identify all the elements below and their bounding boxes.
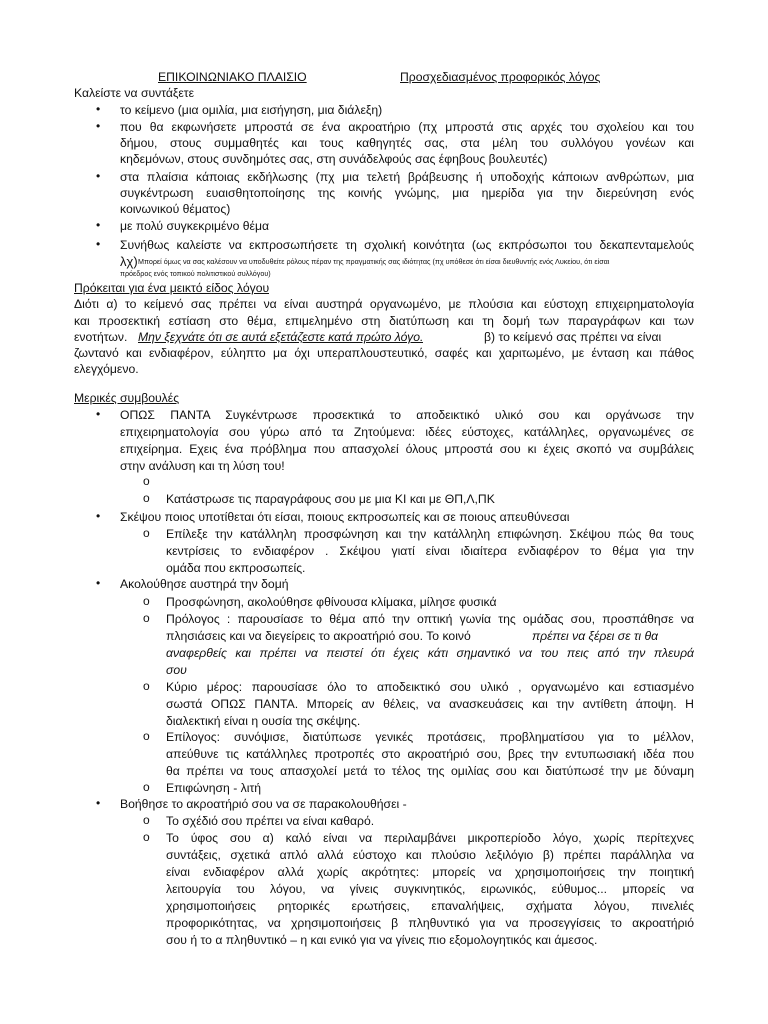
intro-item-3-line-1: στα πλαίσια κάποιας εκδήλωσης (πχ μια τελετή βράβευσης ή υποδοχής κάποιων ανθρώπων, μια (120, 170, 694, 184)
speech-type-heading: Προσχεδιασμένος προφορικός λόγος (400, 70, 601, 84)
intro-item-1: το κείμενο (μια ομιλία, μια εισήγηση, μια διάλεξη) (120, 103, 383, 117)
circle-bullet-icon: o (143, 474, 150, 488)
advice-3-sub-4-line-2: απεύθυνε τις κατάλληλες προτροπές στο ακροατήριό σου, βρες την εντυπωσιακή ιδέα που (166, 747, 694, 761)
bullet-icon: • (96, 407, 101, 421)
advice-3-sub-3-line-3: διαλεκτική είναι η ουσία της σκέψης. (166, 714, 361, 728)
bullet-icon: • (96, 119, 101, 133)
advice-4-sub-2-line-5: χρησιμοποιήσεις ρητορικές ερωτήσεις, επαναλήψεις, σχήματα λόγου, πινελιές (166, 899, 694, 913)
advice-4-sub-2-line-2: συντάξεις, σχετικά απλό αλλά εύστοχο και πλούσιο λεξιλόγιο β) πρέπει παράλληλα να (166, 848, 694, 862)
mixed-heading: Πρόκειται για ένα μεικτό είδος λόγου (74, 281, 270, 295)
advice-1-line-1: ΟΠΩΣ ΠΑΝΤΑ Συγκέντρωσε προσεκτικά το αποδεικτικό υλικό σου και οργάνωσε την (120, 408, 694, 422)
mixed-line-5: ελεγχόμενο. (74, 362, 139, 376)
intro-small-note-2: πρόεδρος ενός τοπικού πολιτιστικού συλλόγου) (120, 269, 271, 278)
advice-3-sub-4-line-3: θα πρέπει να τους απασχολεί μετά το τέλος της ομιλίας σου και διατύπωσέ την με δύναμη (166, 764, 694, 778)
circle-bullet-icon: o (143, 729, 150, 743)
bullet-icon: • (96, 169, 101, 183)
bullet-icon: • (96, 237, 101, 251)
mixed-line-3b: β) το κείμενό σας πρέπει να είναι (484, 330, 662, 344)
advice-1-sub-2: Κατάστρωσε τις παραγράφους σου με μια ΚΙ και με ΘΠ,Λ,ΠΚ (166, 492, 495, 506)
bullet-icon: • (96, 218, 101, 232)
mixed-line-3a: ενοτήτων. (74, 330, 128, 344)
circle-bullet-icon: o (143, 679, 150, 693)
intro-item-4: με πολύ συγκεκριμένο θέμα (120, 219, 270, 233)
advice-4-sub-2-line-3: είναι ενδιαφέρον αλλά χωρίς ακρότητες: μπορείς να χρησιμοποιήσεις την ποιητική (166, 865, 694, 879)
context-heading: ΕΠΙΚΟΙΝΩΝΙΑΚΟ ΠΛΑΙΣΙΟ (158, 70, 307, 84)
intro-item-3-line-2: συγκέντρωση ευαισθητοποίησης της κοινής γνώμης, μια ημερίδα για την διερεύνηση ενός (120, 186, 694, 200)
advice-4-sub-1: Το σχέδιό σου πρέπει να είναι καθαρό. (166, 814, 375, 828)
advice-2-sub-line-2: κεντρίσεις το ενδιαφέρον . Σκέψου γιατί είναι ιδιαίτερα ενδιαφέρον το θέμα για την (166, 544, 694, 558)
intro-item-2-line-1: που θα εκφωνήσετε μπροστά σε ένα ακροατήριο (πχ μπροστά στις αρχές του σχολείου και του (120, 120, 694, 134)
advice-2-sub-line-1: Επίλεξε την κατάλληλη προσφώνηση και την κατάλληλη επιφώνηση. Σκέψου πώς θα τους (166, 527, 694, 541)
advice-3-sub-4-line-1: Επίλογος: συνόψισε, διατύπωσε γενικές προτάσεις, προβληματίσου για το μέλλον, (166, 730, 694, 744)
advice-4-sub-2-line-1: Το ύφος σου α) καλό είναι να περιλαμβάνει μικροπερίοδο λόγο, χωρίς περίτεχνες (166, 831, 694, 845)
advice-3-sub-2-line-4: σου (166, 663, 187, 677)
advice-4: Βοήθησε το ακροατήριό σου να σε παρακολουθήσει - (120, 797, 407, 811)
intro-item-3-line-3: κοινωνικού θέματος) (120, 202, 231, 216)
bullet-icon: • (96, 576, 101, 590)
circle-bullet-icon: o (143, 611, 150, 625)
intro-item-5: Συνήθως καλείστε να εκπροσωπήσετε τη σχολική κοινότητα (ως εκπρόσωποι του δεκαπενταμελούς (120, 238, 694, 252)
bullet-icon: • (96, 102, 101, 116)
circle-bullet-icon: o (143, 813, 150, 827)
advice-3-sub-5: Επιφώνηση - λιτή (166, 781, 262, 795)
circle-bullet-icon: o (143, 830, 150, 844)
advice-3-sub-3-line-1: Κύριο μέρος: παρουσίασε όλο το αποδεικτικό σου υλικό , οργανωμένο και εστιασμένο (166, 680, 694, 694)
advice-2: Σκέψου ποιος υποτίθεται ότι είσαι, ποιους εκπροσωπείς και σε ποιους απευθύνεσαι (120, 510, 570, 524)
mixed-line-3-emphasis: Μην ξεχνάτε ότι σε αυτά εξετάζεστε κατά πρώτο λόγο. (138, 330, 424, 344)
advice-1-line-2: επιχειρηματολογία σου γύρω από τα Ζητούμενα: ιδέες εύστοχες, κατάλληλες, οργανωμένες σε (120, 425, 694, 439)
mixed-line-1: Διότι α) το κείμενό σας πρέπει να είναι αυστηρά οργανωμένο, με πλούσια και εύστοχη επιχειρηματολογία (74, 297, 694, 311)
circle-bullet-icon: o (143, 594, 150, 608)
advice-1-line-4: στην ανάλυση και τη λύση του! (120, 459, 285, 473)
advice-4-sub-2-line-7: σου ή το α πληθυντικό – η και ενικό για να γίνεις πιο εξομολογητικός και άμεσος. (166, 933, 598, 947)
intro-small-note-1: Μπορεί όμως να σας καλέσουν να υποδυθείτε ρόλους πέραν της πραγματικής σας ιδιότητας (πχ υπόθεσε ότι είσαι διευθυντής ενός Λυκείου, ότι είσαι (138, 257, 610, 266)
advice-3-sub-3-line-2: σωστά ΟΠΩΣ ΠΑΝΤΑ. Μπορείς αν θέλεις, να ανασκευάσεις και την αντίθετη άποψη. Η (166, 697, 694, 711)
intro-lx: λχ) (120, 254, 138, 269)
advice-1-line-3: επιχείρημα. Εχεις ένα πρόβλημα που απασχολεί όλους μπροστά σου κι έχεις σκοπό να συμβάλεις (120, 442, 694, 456)
circle-bullet-icon: o (143, 780, 150, 794)
circle-bullet-icon: o (143, 526, 150, 540)
advice-4-sub-2-line-6: προφορικότητας, να χρησιμοποιήσεις β πληθυντικό για να προσεγγίσεις το ακροατήριό (166, 916, 694, 930)
intro-item-2-line-3: κηδεμόνων, στους συνδημότες σας, στη συνάδελφούς σας έφηβους βουλευτές) (120, 152, 548, 166)
advice-3-sub-2-line-3: αναφερθείς και πρέπει να πειστεί ότι έχεις κάτι σημαντικό να του πεις από την πλευρά (166, 646, 694, 660)
intro-item-2-line-2: δήμου, στους συμμαθητές και τους καθηγητές σας, στα μέλη του συλλόγου γονέων και (120, 136, 694, 150)
advice-heading: Μερικές συμβουλές (74, 391, 180, 405)
mixed-line-2: και προσεκτική εστίαση στο θέμα, επιμελημένο στη διατύπωση και τη δομή των παραγράφων και των (74, 314, 694, 328)
mixed-line-4: ζωντανό και ενδιαφέρον, εύληπτο μα όχι υπεραπλουστευτικό, σαφές και χαριτωμένο, με ένταση και πάθος (74, 346, 694, 360)
advice-3-sub-2-line-2a: πλησιάσεις και να διεγείρεις το ακροατήριό σου. Το κοινό (166, 629, 471, 643)
bullet-icon: • (96, 796, 101, 810)
advice-3-sub-1: Προσφώνηση, ακολούθησε φθίνουσα κλίμακα, μίλησε φυσικά (166, 595, 497, 609)
advice-3-sub-2-line-1: Πρόλογος : παρουσίασε το θέμα από την οπτική γωνία της ομάδας σου, προσπάθησε να (166, 612, 694, 626)
advice-3: Ακολούθησε αυστηρά την δομή (120, 577, 289, 591)
circle-bullet-icon: o (143, 491, 150, 505)
bullet-icon: • (96, 509, 101, 523)
intro-heading: Καλείστε να συντάξετε (74, 86, 195, 100)
advice-4-sub-2-line-4: λειτουργία του λόγου, να γίνεις συγκινητικός, ειρωνικός, εύθυμος... μπορείς να (166, 882, 694, 896)
advice-2-sub-line-3: ομάδα που εκπροσωπείς. (166, 561, 306, 575)
advice-3-sub-2-line-2-italic: πρέπει να ξέρει σε τι θα (532, 629, 659, 643)
